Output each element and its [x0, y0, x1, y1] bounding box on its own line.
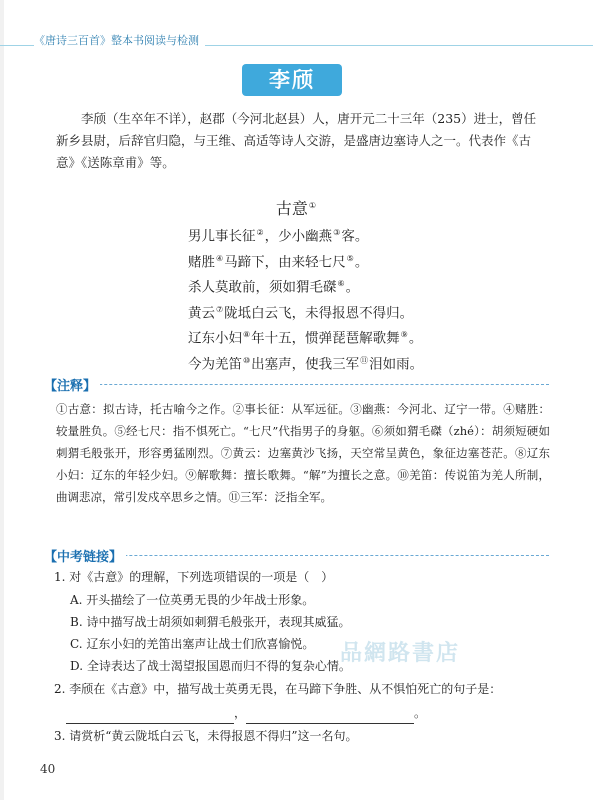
- option-b: B. 诗中描写战士胡须如刺猬毛般张开，表现其威猛。: [70, 615, 351, 629]
- poem-text: 客。: [341, 228, 369, 245]
- footnote-marker: ⑦: [216, 304, 224, 314]
- poem-title: [0, 196, 593, 219]
- heading-divider: [44, 384, 549, 385]
- blank-separator: ，: [234, 706, 247, 720]
- watermark: 品網路書店: [340, 641, 461, 666]
- answer-blank-2[interactable]: [246, 709, 414, 724]
- poem-text: 黄云: [188, 305, 215, 321]
- option-d: D. 全诗表达了战士渴望报国恩而归不得的复杂心情。: [70, 659, 351, 673]
- page-number: 40: [40, 762, 56, 776]
- poem-line: [188, 222, 423, 248]
- bio-paragraph: 李颀（生卒年不详），赵郡（今河北赵县）人，唐开元二十三年（235）进士，曾任新乡县尉，后辞官归隐，与王维、高适等诗人交游，是盛唐边塞诗人之一。代表作《古意》《送陈章甫》等。: [56, 111, 537, 170]
- exam-heading: 【中考链接】: [44, 546, 126, 565]
- poem-title-text: 古意: [275, 199, 308, 218]
- poem-text: 赌胜: [188, 254, 215, 270]
- poem-line: [188, 350, 423, 376]
- blank-end-mark: 。: [414, 706, 427, 720]
- running-title: 《唐诗三百首》整本书阅读与检测: [34, 32, 205, 48]
- poem-title-footnote: ①: [308, 200, 317, 210]
- poem-text: 年十五，惯弹琵琶解歌舞: [251, 330, 400, 347]
- question-3: 3. 请赏析“黄云陇坻白云飞，未得报恩不得归”这一名句。: [54, 729, 358, 743]
- poem-text: 辽东小妇: [188, 330, 242, 347]
- poem-text: 。: [408, 330, 423, 347]
- footnote-marker: ⑥: [337, 279, 345, 288]
- footnote-marker: ⑨: [400, 330, 408, 339]
- annotations: ①古意：拟古诗，托古喻今之作。②事长征：从军远征。③幽燕：今河北、辽宁一带。④赌胜：较量胜负。⑤经七尺：指不惧死亡。“七尺”代指男子的身躯。⑥须如猬毛磔（zhé）：胡须短硬如刺猬毛般张开，形容勇猛刚烈。⑦黄云：边塞黄沙飞扬，天空常呈黄色，象征边塞苍茫。⑧辽东小妇：辽东的年轻少妇。⑨解歌舞：擅长歌舞。“解”为擅长之意。⑩羌笛：传说笛为羌人所制，曲调悲凉，常引发戍卒思乡之情。⑪三军：泛指全军。: [56, 402, 550, 504]
- footnote-marker: ⑪: [360, 355, 369, 365]
- poem-text: ，少小幽燕: [264, 228, 333, 245]
- poem-text: 杀人莫敢前，须如猬毛磔: [188, 279, 337, 296]
- option-c: C. 辽东小妇的羌笛出塞声让战士们欣喜愉悦。: [70, 637, 315, 651]
- poem-text: 。: [345, 279, 360, 296]
- running-header: [0, 30, 593, 52]
- footnote-marker: ⑩: [243, 355, 251, 365]
- footnote-marker: ②: [256, 228, 264, 237]
- poem-text: 今为羌笛: [188, 356, 242, 372]
- exam-heading-bar: [44, 546, 549, 566]
- poem-text: 出塞声，使我三军: [251, 356, 360, 372]
- option-a: A. 开头描绘了一位英勇无畏的少年战士形象。: [70, 593, 315, 607]
- footnote-marker: ⑤: [346, 253, 354, 263]
- footnote-marker: ④: [216, 253, 224, 263]
- question-2: 2. 李颀在《古意》中，描写战士英勇无畏，在马蹄下争胜、从不惧怕死亡的句子是：: [54, 682, 502, 696]
- poem-line: [188, 248, 423, 274]
- notes-heading: 【注释】: [44, 375, 100, 394]
- poem-line: [188, 273, 423, 299]
- notes-heading-bar: [44, 375, 549, 395]
- page-edge-shadow: [0, 0, 4, 800]
- poem-text: 。: [354, 254, 369, 270]
- question-1: 1. 对《古意》的理解，下列选项错误的一项是（ ）: [54, 570, 334, 584]
- answer-blank-1[interactable]: [66, 709, 234, 724]
- author-bio: [56, 108, 546, 174]
- poem-text: 男儿事长征: [188, 228, 256, 245]
- answer-line: [66, 702, 426, 724]
- author-title-badge: 李颀: [242, 64, 342, 96]
- poem-text: 泪如雨。: [369, 356, 424, 372]
- poem-line: [188, 324, 423, 350]
- poem-text: 马蹄下，由来轻七尺: [224, 254, 346, 270]
- footnote-marker: ⑧: [243, 330, 251, 339]
- poem-text: 陇坻白云飞，未得报恩不得归。: [224, 305, 414, 321]
- footnote-marker: ③: [333, 228, 341, 237]
- poem-line: [188, 299, 423, 325]
- poem-body: [188, 222, 423, 375]
